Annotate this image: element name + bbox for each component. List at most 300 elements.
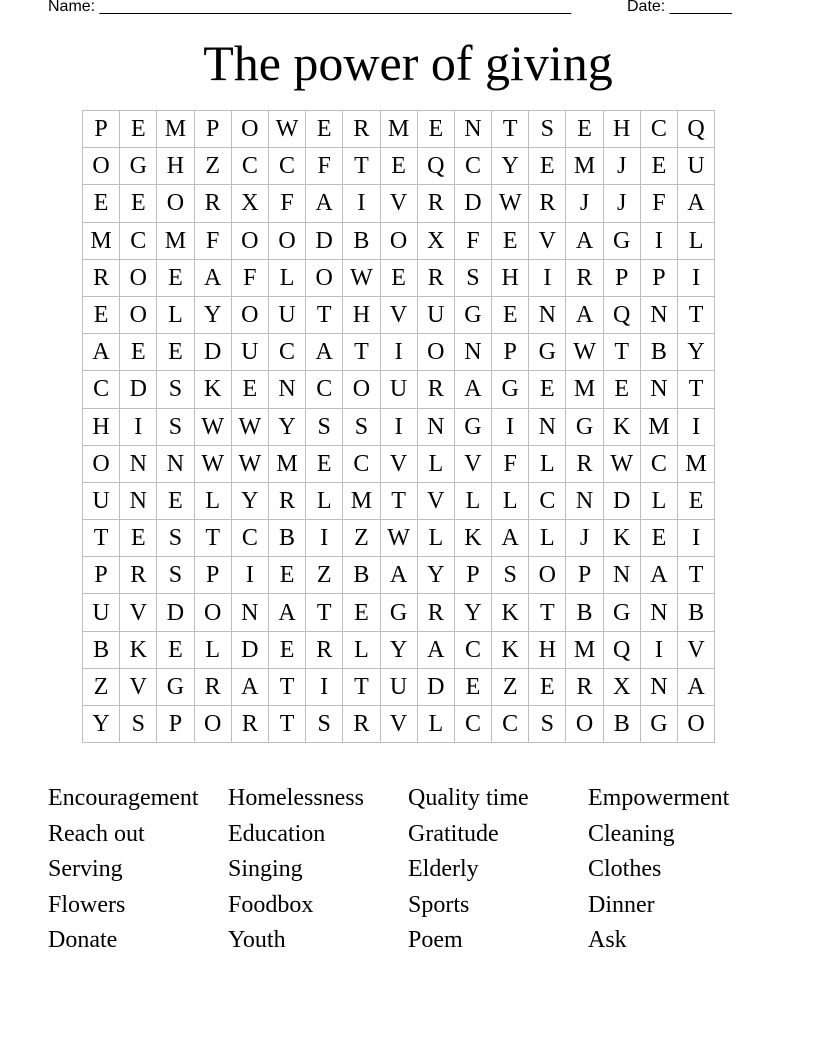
grid-letter-cell: T [83, 520, 120, 557]
grid-letter-cell: S [529, 111, 566, 148]
grid-row [83, 668, 715, 705]
grid-letter-cell: E [343, 594, 380, 631]
page-title: The power of giving [203, 35, 613, 91]
grid-letter-cell: E [268, 557, 305, 594]
grid-letter-cell: V [417, 482, 454, 519]
grid-letter-cell: L [343, 631, 380, 668]
grid-letter-cell: C [454, 706, 491, 743]
word-list-item: Youth [228, 927, 286, 953]
grid-letter-cell: Y [454, 594, 491, 631]
grid-letter-cell: V [120, 594, 157, 631]
grid-letter-cell: E [306, 111, 343, 148]
grid-letter-cell: B [83, 631, 120, 668]
grid-letter-cell: T [194, 520, 231, 557]
grid-letter-cell: D [417, 668, 454, 705]
grid-letter-cell: Q [678, 111, 715, 148]
grid-letter-cell: W [231, 445, 268, 482]
word-list-item: Reach out [48, 820, 145, 847]
grid-letter-cell: B [603, 706, 640, 743]
grid-letter-cell: V [380, 706, 417, 743]
grid-letter-cell: B [343, 222, 380, 259]
grid-letter-cell: Z [194, 148, 231, 185]
grid-letter-cell: E [157, 259, 194, 296]
grid-letter-cell: O [120, 296, 157, 333]
grid-letter-cell: M [566, 148, 603, 185]
grid-letter-cell: S [157, 520, 194, 557]
grid-letter-cell: E [157, 334, 194, 371]
grid-letter-cell: J [566, 520, 603, 557]
grid-letter-cell: C [306, 371, 343, 408]
grid-letter-cell: V [380, 296, 417, 333]
word-list-item: Cleaning [588, 820, 675, 847]
grid-letter-cell: S [343, 408, 380, 445]
grid-letter-cell: V [678, 631, 715, 668]
grid-letter-cell: P [83, 111, 120, 148]
grid-letter-cell: B [343, 557, 380, 594]
grid-letter-cell: L [417, 445, 454, 482]
grid-letter-cell: U [678, 148, 715, 185]
grid-letter-cell: M [83, 222, 120, 259]
name-field-label: Name: _____________________________________________________ [48, 0, 572, 15]
grid-letter-cell: F [492, 445, 529, 482]
grid-letter-cell: D [231, 631, 268, 668]
grid-letter-cell: B [678, 594, 715, 631]
grid-letter-cell: E [566, 111, 603, 148]
grid-letter-cell: I [380, 334, 417, 371]
grid-letter-cell: E [83, 296, 120, 333]
grid-letter-cell: O [306, 259, 343, 296]
grid-letter-cell: E [268, 631, 305, 668]
grid-letter-cell: A [566, 222, 603, 259]
word-list-item: Homelessness [228, 785, 364, 811]
grid-letter-cell: M [640, 408, 677, 445]
grid-letter-cell: D [306, 222, 343, 259]
word-list-item: Foodbox [228, 891, 314, 918]
grid-letter-cell: Z [492, 668, 529, 705]
word-list [48, 783, 768, 961]
grid-letter-cell: T [678, 557, 715, 594]
grid-row [83, 594, 715, 631]
word-list-item: Clothes [588, 856, 662, 882]
grid-letter-cell: E [120, 334, 157, 371]
grid-letter-cell: T [678, 371, 715, 408]
grid-letter-cell: J [603, 185, 640, 222]
grid-letter-cell: H [83, 408, 120, 445]
grid-letter-cell: O [231, 222, 268, 259]
grid-letter-cell: T [529, 594, 566, 631]
word-list-item: Poem [408, 927, 463, 953]
grid-letter-cell: W [492, 185, 529, 222]
grid-letter-cell: O [231, 296, 268, 333]
grid-letter-cell: O [529, 557, 566, 594]
grid-letter-cell: M [268, 445, 305, 482]
grid-letter-cell: E [640, 520, 677, 557]
grid-letter-cell: L [194, 631, 231, 668]
grid-letter-cell: G [120, 148, 157, 185]
grid-letter-cell: P [603, 259, 640, 296]
grid-letter-cell: V [529, 222, 566, 259]
grid-letter-cell: I [343, 185, 380, 222]
grid-letter-cell: P [454, 557, 491, 594]
grid-letter-cell: K [454, 520, 491, 557]
grid-letter-cell: E [529, 371, 566, 408]
grid-letter-cell: L [268, 259, 305, 296]
grid-letter-cell: L [306, 482, 343, 519]
grid-letter-cell: T [268, 668, 305, 705]
grid-row [83, 557, 715, 594]
grid-letter-cell: N [566, 482, 603, 519]
grid-letter-cell: K [120, 631, 157, 668]
grid-letter-cell: U [380, 668, 417, 705]
grid-letter-cell: N [417, 408, 454, 445]
grid-letter-cell: V [120, 668, 157, 705]
grid-letter-cell: Y [417, 557, 454, 594]
grid-letter-cell: E [454, 668, 491, 705]
grid-letter-cell: U [417, 296, 454, 333]
grid-letter-cell: O [678, 706, 715, 743]
grid-letter-cell: V [380, 185, 417, 222]
grid-letter-cell: S [492, 557, 529, 594]
grid-letter-cell: A [380, 557, 417, 594]
grid-letter-cell: Y [194, 296, 231, 333]
grid-letter-cell: C [454, 631, 491, 668]
grid-letter-cell: E [492, 296, 529, 333]
grid-letter-cell: R [83, 259, 120, 296]
grid-row [83, 631, 715, 668]
grid-letter-cell: L [492, 482, 529, 519]
grid-letter-cell: I [640, 222, 677, 259]
grid-letter-cell: W [343, 259, 380, 296]
grid-letter-cell: A [268, 594, 305, 631]
grid-letter-cell: U [231, 334, 268, 371]
grid-letter-cell: N [157, 445, 194, 482]
word-list-item: Gratitude [408, 820, 499, 847]
grid-letter-cell: O [343, 371, 380, 408]
grid-letter-cell: J [603, 148, 640, 185]
grid-letter-cell: R [343, 706, 380, 743]
grid-letter-cell: T [492, 111, 529, 148]
grid-letter-cell: C [120, 222, 157, 259]
grid-letter-cell: E [120, 111, 157, 148]
grid-letter-cell: M [566, 631, 603, 668]
grid-letter-cell: L [157, 296, 194, 333]
grid-letter-cell: E [529, 668, 566, 705]
grid-letter-cell: S [157, 557, 194, 594]
grid-letter-cell: T [306, 296, 343, 333]
grid-letter-cell: R [529, 185, 566, 222]
grid-letter-cell: O [83, 445, 120, 482]
word-list-item: Education [228, 820, 326, 847]
grid-row [83, 482, 715, 519]
grid-letter-cell: P [194, 557, 231, 594]
grid-letter-cell: W [380, 520, 417, 557]
grid-letter-cell: M [380, 111, 417, 148]
grid-letter-cell: Y [231, 482, 268, 519]
grid-letter-cell: O [120, 259, 157, 296]
grid-letter-cell: D [157, 594, 194, 631]
grid-letter-cell: N [268, 371, 305, 408]
grid-letter-cell: H [603, 111, 640, 148]
grid-letter-cell: E [120, 185, 157, 222]
grid-letter-cell: E [83, 185, 120, 222]
grid-letter-cell: W [566, 334, 603, 371]
grid-letter-cell: X [231, 185, 268, 222]
grid-letter-cell: I [231, 557, 268, 594]
grid-letter-cell: A [306, 334, 343, 371]
grid-letter-cell: R [194, 668, 231, 705]
grid-letter-cell: U [83, 594, 120, 631]
grid-row [83, 520, 715, 557]
grid-letter-cell: A [231, 668, 268, 705]
grid-letter-cell: E [678, 482, 715, 519]
grid-letter-cell: T [343, 334, 380, 371]
word-list-item: Ask [588, 927, 627, 953]
grid-letter-cell: C [231, 520, 268, 557]
grid-letter-cell: G [603, 594, 640, 631]
grid-letter-cell: A [678, 668, 715, 705]
grid-letter-cell: V [380, 445, 417, 482]
grid-row [83, 334, 715, 371]
grid-letter-cell: N [529, 296, 566, 333]
grid-letter-cell: E [120, 520, 157, 557]
grid-letter-cell: G [454, 408, 491, 445]
grid-letter-cell: F [454, 222, 491, 259]
grid-letter-cell: D [194, 334, 231, 371]
grid-letter-cell: I [678, 520, 715, 557]
grid-letter-cell: D [454, 185, 491, 222]
grid-letter-cell: I [529, 259, 566, 296]
grid-letter-cell: O [268, 222, 305, 259]
grid-letter-cell: L [529, 445, 566, 482]
grid-letter-cell: W [231, 408, 268, 445]
grid-letter-cell: E [157, 482, 194, 519]
grid-letter-cell: R [268, 482, 305, 519]
grid-letter-cell: H [492, 259, 529, 296]
grid-letter-cell: N [231, 594, 268, 631]
grid-letter-cell: S [306, 706, 343, 743]
grid-letter-cell: F [268, 185, 305, 222]
word-list-item: Donate [48, 927, 118, 953]
grid-letter-cell: M [678, 445, 715, 482]
grid-letter-cell: L [678, 222, 715, 259]
grid-letter-cell: S [157, 371, 194, 408]
grid-letter-cell: S [529, 706, 566, 743]
grid-letter-cell: G [454, 296, 491, 333]
grid-letter-cell: I [306, 668, 343, 705]
grid-letter-cell: U [83, 482, 120, 519]
grid-letter-cell: T [678, 296, 715, 333]
grid-letter-cell: N [640, 668, 677, 705]
grid-row [83, 148, 715, 185]
grid-letter-cell: N [120, 445, 157, 482]
grid-letter-cell: T [268, 706, 305, 743]
grid-letter-cell: G [566, 408, 603, 445]
word-list-item: Elderly [408, 856, 479, 882]
grid-letter-cell: E [529, 148, 566, 185]
grid-letter-cell: A [566, 296, 603, 333]
grid-letter-cell: W [603, 445, 640, 482]
grid-letter-cell: I [640, 631, 677, 668]
word-list-item: Serving [48, 856, 123, 882]
grid-letter-cell: O [157, 185, 194, 222]
grid-letter-cell: D [603, 482, 640, 519]
grid-letter-cell: I [120, 408, 157, 445]
word-list-item: Flowers [48, 891, 126, 918]
grid-letter-cell: R [417, 259, 454, 296]
grid-letter-cell: Y [492, 148, 529, 185]
grid-row [83, 222, 715, 259]
grid-letter-cell: R [417, 185, 454, 222]
grid-letter-cell: T [343, 148, 380, 185]
grid-letter-cell: O [194, 594, 231, 631]
grid-letter-cell: B [566, 594, 603, 631]
grid-letter-cell: Q [417, 148, 454, 185]
grid-letter-cell: P [83, 557, 120, 594]
grid-letter-cell: P [566, 557, 603, 594]
grid-letter-cell: N [454, 334, 491, 371]
grid-letter-cell: B [640, 334, 677, 371]
grid-letter-cell: S [157, 408, 194, 445]
grid-letter-cell: R [417, 594, 454, 631]
grid-letter-cell: H [157, 148, 194, 185]
grid-letter-cell: A [678, 185, 715, 222]
grid-letter-cell: K [603, 408, 640, 445]
grid-letter-cell: F [194, 222, 231, 259]
grid-letter-cell: Z [306, 557, 343, 594]
grid-letter-cell: F [231, 259, 268, 296]
grid-letter-cell: R [566, 445, 603, 482]
grid-letter-cell: C [83, 371, 120, 408]
grid-letter-cell: W [194, 408, 231, 445]
grid-letter-cell: R [417, 371, 454, 408]
grid-letter-cell: Y [678, 334, 715, 371]
word-list-item: Quality time [408, 785, 529, 811]
grid-letter-cell: I [678, 408, 715, 445]
grid-letter-cell: A [640, 557, 677, 594]
grid-letter-cell: C [640, 111, 677, 148]
grid-letter-cell: H [529, 631, 566, 668]
grid-letter-cell: T [380, 482, 417, 519]
grid-letter-cell: O [83, 148, 120, 185]
word-list-item: Encouragement [48, 785, 199, 811]
grid-letter-cell: L [417, 520, 454, 557]
grid-row [83, 445, 715, 482]
grid-letter-cell: L [640, 482, 677, 519]
grid-letter-cell: E [417, 111, 454, 148]
grid-letter-cell: G [157, 668, 194, 705]
grid-letter-cell: N [120, 482, 157, 519]
grid-letter-cell: I [678, 259, 715, 296]
grid-letter-cell: C [231, 148, 268, 185]
grid-letter-cell: E [231, 371, 268, 408]
grid-letter-cell: N [640, 594, 677, 631]
grid-letter-cell: A [83, 334, 120, 371]
grid-letter-cell: L [194, 482, 231, 519]
grid-letter-cell: E [640, 148, 677, 185]
grid-letter-cell: E [603, 371, 640, 408]
grid-row [83, 408, 715, 445]
grid-letter-cell: S [306, 408, 343, 445]
grid-letter-cell: L [454, 482, 491, 519]
grid-letter-cell: R [306, 631, 343, 668]
grid-letter-cell: R [120, 557, 157, 594]
grid-letter-cell: Y [83, 706, 120, 743]
grid-letter-cell: T [306, 594, 343, 631]
grid-letter-cell: F [640, 185, 677, 222]
grid-letter-cell: O [380, 222, 417, 259]
grid-letter-cell: P [157, 706, 194, 743]
grid-letter-cell: N [529, 408, 566, 445]
grid-letter-cell: T [603, 334, 640, 371]
grid-letter-cell: N [603, 557, 640, 594]
grid-letter-cell: X [603, 668, 640, 705]
grid-letter-cell: M [157, 222, 194, 259]
grid-letter-cell: K [194, 371, 231, 408]
grid-letter-cell: R [231, 706, 268, 743]
grid-letter-cell: K [492, 631, 529, 668]
grid-row [83, 111, 715, 148]
grid-row [83, 706, 715, 743]
grid-letter-cell: H [343, 296, 380, 333]
grid-letter-cell: I [492, 408, 529, 445]
grid-letter-cell: L [417, 706, 454, 743]
grid-letter-cell: Q [603, 631, 640, 668]
grid-letter-cell: A [492, 520, 529, 557]
grid-row [83, 185, 715, 222]
grid-letter-cell: E [306, 445, 343, 482]
grid-letter-cell: R [343, 111, 380, 148]
grid-letter-cell: G [492, 371, 529, 408]
grid-row [83, 296, 715, 333]
grid-letter-cell: G [380, 594, 417, 631]
grid-letter-cell: E [380, 259, 417, 296]
grid-letter-cell: D [120, 371, 157, 408]
grid-letter-cell: C [529, 482, 566, 519]
grid-letter-cell: C [492, 706, 529, 743]
grid-letter-cell: A [454, 371, 491, 408]
grid-letter-cell: R [566, 259, 603, 296]
word-search-grid [82, 110, 715, 743]
grid-letter-cell: M [343, 482, 380, 519]
grid-letter-cell: L [529, 520, 566, 557]
word-list-item: Sports [408, 891, 470, 918]
grid-letter-cell: A [194, 259, 231, 296]
grid-letter-cell: T [343, 668, 380, 705]
grid-letter-cell: J [566, 185, 603, 222]
grid-letter-cell: M [157, 111, 194, 148]
grid-letter-cell: C [268, 334, 305, 371]
grid-letter-cell: Q [603, 296, 640, 333]
grid-letter-cell: S [120, 706, 157, 743]
grid-letter-cell: I [380, 408, 417, 445]
word-list-item: Singing [228, 856, 303, 882]
grid-letter-cell: K [603, 520, 640, 557]
grid-letter-cell: G [640, 706, 677, 743]
grid-letter-cell: O [417, 334, 454, 371]
grid-letter-cell: E [157, 631, 194, 668]
grid-letter-cell: I [306, 520, 343, 557]
grid-letter-cell: M [566, 371, 603, 408]
grid-letter-cell: U [380, 371, 417, 408]
grid-letter-cell: C [640, 445, 677, 482]
grid-letter-cell: C [454, 148, 491, 185]
grid-letter-cell: V [454, 445, 491, 482]
grid-letter-cell: Y [268, 408, 305, 445]
grid-letter-cell: N [454, 111, 491, 148]
grid-letter-cell: P [194, 111, 231, 148]
grid-letter-cell: Z [83, 668, 120, 705]
grid-letter-cell: N [640, 371, 677, 408]
